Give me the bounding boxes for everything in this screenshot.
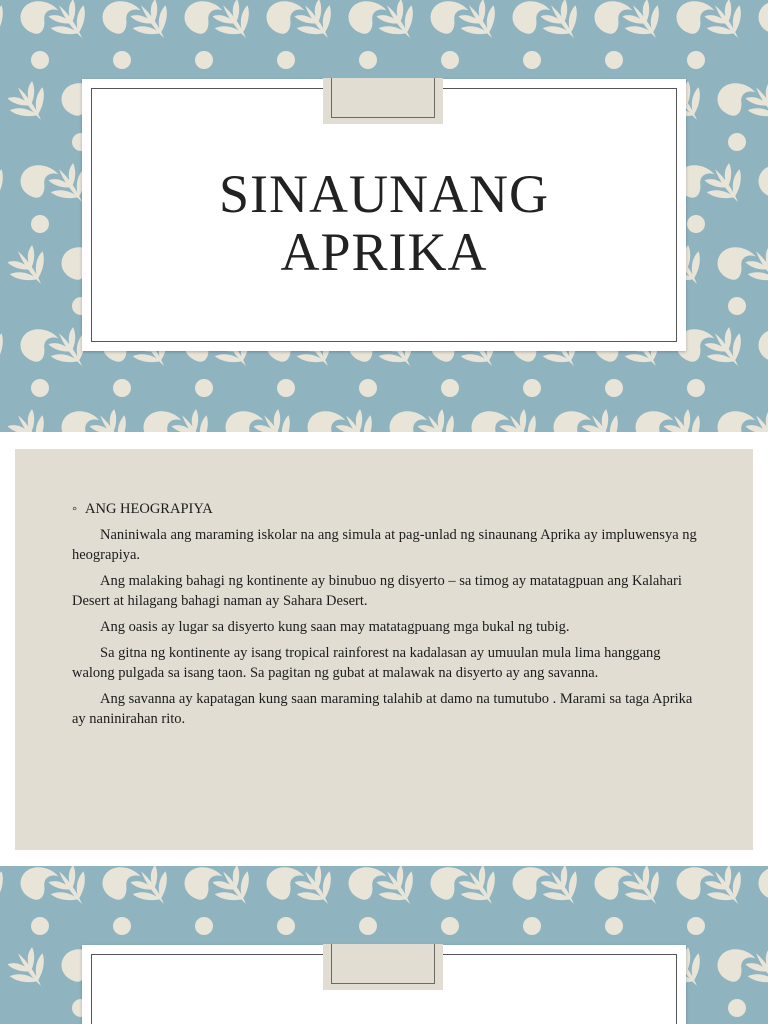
- paragraph: Sa gitna ng kontinente ay isang tropical rainforest na kadalasan ay umuulan mula lima hanggang walong pulgada sa isang taon. Sa pagitan ng gubat at malawak na disyerto ay ang savanna.: [72, 645, 661, 681]
- next-title-slide: [0, 866, 768, 1024]
- bullet-icon: ◦: [72, 501, 78, 517]
- section-heading: [72, 499, 702, 519]
- paragraph: Ang savanna ay kapatagan kung saan maraming talahib at damo na tumutubo . Marami sa taga Aprika ay naninirahan rito.: [72, 691, 693, 727]
- paragraph: Ang oasis ay lugar sa disyerto kung saan may matatagpuang mga bukal ng tubig.: [100, 619, 570, 635]
- heading-text: ANG HEOGRAPIYA: [85, 501, 213, 517]
- content-body: [72, 499, 702, 735]
- title-line-1: SINAUNANG: [219, 164, 549, 224]
- content-slide: [15, 449, 753, 850]
- title-tab: [323, 78, 443, 124]
- title-card: [82, 79, 686, 351]
- next-title-card: [82, 945, 686, 1024]
- paragraph: Naniniwala ang maraming iskolar na ang simula at pag-unlad ng sinaunang Aprika ay impluwensya ng heograpiya.: [72, 527, 697, 563]
- paragraph: Ang malaking bahagi ng kontinente ay binubuo ng disyerto – sa timog ay matatagpuan ang Kalahari Desert at hilagang bahagi naman ay Sahara Desert.: [72, 573, 682, 609]
- title-line-2: APRIKA: [280, 222, 488, 282]
- title-slide: [0, 0, 768, 432]
- next-title-tab: [323, 944, 443, 990]
- slide-title: [82, 165, 686, 281]
